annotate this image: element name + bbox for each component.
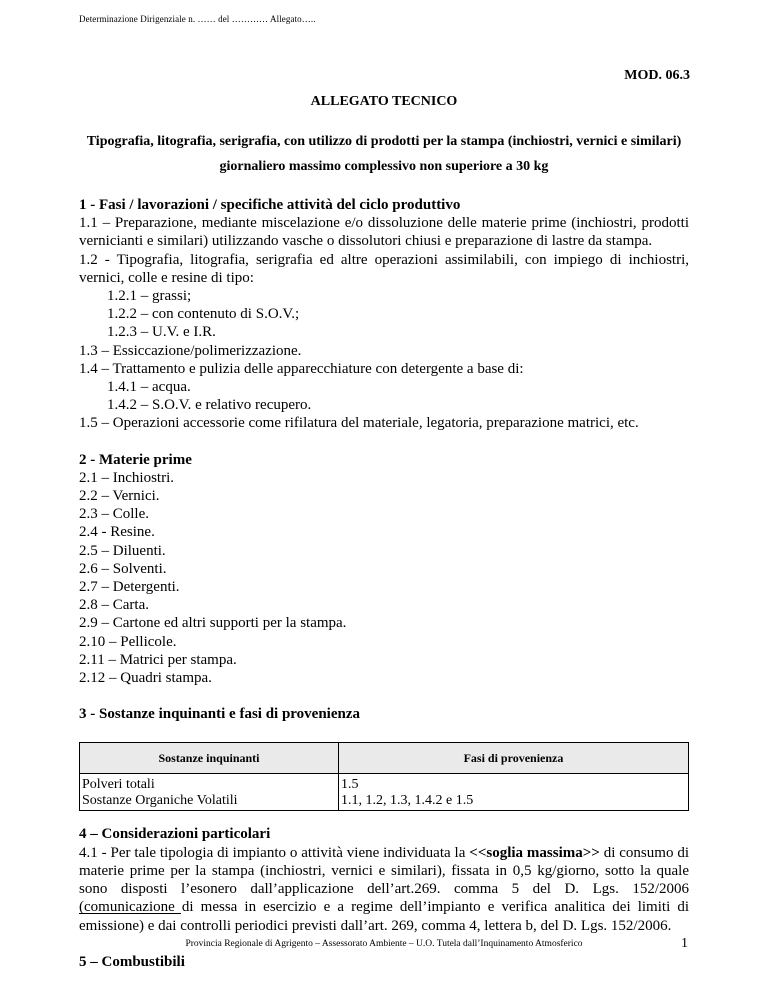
list-item: 2.7 – Detergenti. — [79, 579, 180, 596]
list-item: 2.12 – Quadri stampa. — [79, 670, 212, 687]
phases-2: 1.1, 1.2, 1.3, 1.4.2 e 1.5 — [341, 793, 474, 809]
pollutants-table — [79, 742, 689, 811]
item-1-4: 1.4 – Trattamento e pulizia delle apparecchiature con detergente a base di: — [79, 360, 524, 377]
materials-list — [79, 469, 689, 687]
substance-2: Sostanze Organiche Volatili — [82, 793, 238, 809]
table-cell-phases — [339, 774, 689, 811]
item-1-5: 1.5 – Operazioni accessorie come rifilatura del materiale, legatoria, preparazione matrici, etc. — [79, 415, 639, 432]
list-item: 2.2 – Vernici. — [79, 488, 160, 505]
page-footer: Provincia Regionale di Agrigento – Assessorato Ambiente – U.O. Tutela dall’Inquinamento Atmosferico — [185, 939, 583, 949]
phases-1: 1.5 — [341, 777, 359, 793]
footnote-separator — [79, 913, 181, 914]
section-4-heading: 4 – Considerazioni particolari — [79, 826, 271, 843]
item-1-2-1: 1.2.1 – grassi; — [107, 288, 192, 305]
list-item: 2.6 – Solventi. — [79, 560, 167, 577]
table-header-row — [80, 743, 689, 774]
list-item: 2.4 - Resine. — [79, 524, 155, 541]
table-cell-substances — [80, 774, 339, 811]
document-body — [79, 196, 689, 971]
running-header: Determinazione Dirigenziale n. …… del ………… Allegato….. — [79, 14, 316, 24]
section-3-heading: 3 - Sostanze inquinanti e fasi di provenienza — [79, 706, 361, 723]
table-row — [80, 774, 689, 811]
section-5-heading: 5 – Combustibili — [79, 953, 185, 970]
list-item: 2.3 – Colle. — [79, 506, 149, 523]
item-1-3: 1.3 – Essiccazione/polimerizzazione. — [79, 342, 302, 359]
item-4-1-lead: 4.1 - Per tale tipologia di impianto o attività viene individuata la — [79, 844, 470, 861]
item-1-2: 1.2 - Tipografia, litografia, serigrafia ed altre operazioni assimilabili, con impiego di inchiostri, vernici, colle e resine di tipo: — [79, 251, 689, 286]
list-item: 2.11 – Matrici per stampa. — [79, 651, 237, 668]
item-1-4-1: 1.4.1 – acqua. — [107, 379, 191, 396]
page-number: 1 — [681, 936, 688, 951]
column-header-substances: Sostanze inquinanti — [80, 743, 339, 774]
list-item: 2.9 – Cartone ed altri supporti per la stampa. — [79, 615, 347, 632]
model-code: MOD. 06.3 — [624, 68, 690, 83]
substance-1: Polveri totali — [82, 777, 155, 793]
section-2-heading: 2 - Materie prime — [79, 451, 192, 468]
list-item: 2.5 – Diluenti. — [79, 542, 166, 559]
item-1-2-2: 1.2.2 – con contenuto di S.O.V.; — [107, 306, 300, 323]
section-1-heading: 1 - Fasi / lavorazioni / specifiche attività del ciclo produttivo — [79, 197, 461, 213]
list-item: 2.10 – Pellicole. — [79, 633, 177, 650]
list-item: 2.8 – Carta. — [79, 597, 149, 614]
document-subtitle: Tipografia, litografia, serigrafia, con utilizzo di prodotti per la stampa (inchiostri, vernici e similari) giornaliero massimo complessivo non superiore a 30 kg — [86, 134, 682, 174]
column-header-phases: Fasi di provenienza — [339, 743, 689, 774]
document-title: ALLEGATO TECNICO — [310, 94, 458, 109]
threshold-term: <<soglia massima>> — [469, 844, 600, 861]
item-1-4-2: 1.4.2 – S.O.V. e relativo recupero. — [107, 397, 312, 414]
item-4-1 — [79, 844, 689, 935]
item-1-1: 1.1 – Preparazione, mediante miscelazione e/o dissoluzione delle materie prime (inchiostri, prodotti vernicianti e similari) utilizzando vasche o dissolutori chiusi e preparazione di lastre da stampa. — [79, 215, 689, 250]
item-1-2-3: 1.2.3 – U.V. e I.R. — [107, 324, 216, 341]
list-item: 2.1 – Inchiostri. — [79, 469, 174, 486]
item-4-1-rest: di consumo di materie prime per la stampa (inchiostri, vernici e similari), fissata in 0,5 kg/giorno, sotto la quale sono disposti l’esonero dall’applicazione dell’art.269. comma 5 del D. Lgs. 152/2006 (comunicazione di messa in esercizio e a regime dell’impianto e verifica analitica dei limiti di emissione) e dai controlli periodici previsti dall’art. 269, comma 4, lettera b, del D. Lgs. 152/2006. — [79, 844, 689, 934]
